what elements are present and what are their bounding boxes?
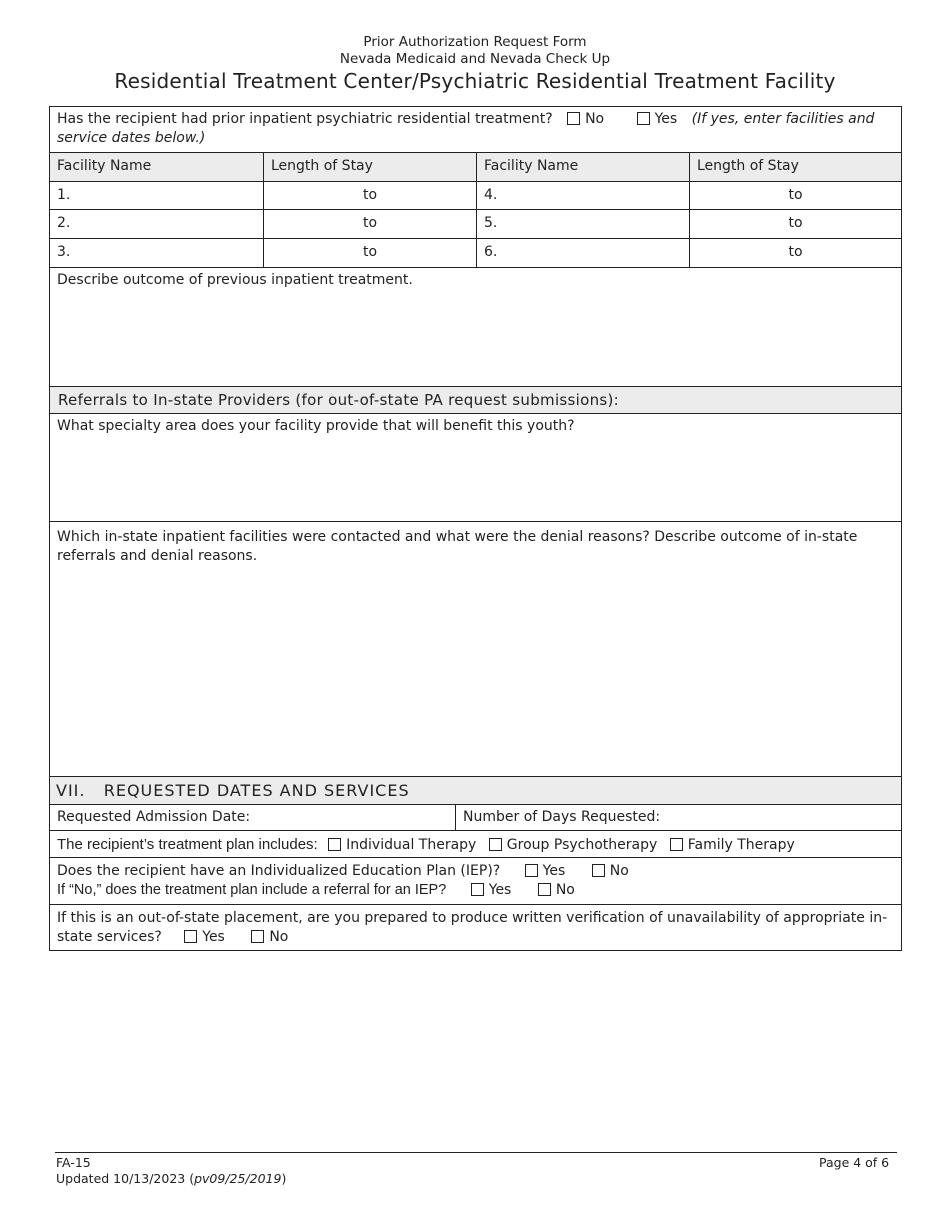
referrals-heading: Referrals to In-state Providers (for out-of-state PA request submissions): — [58, 391, 620, 409]
updated-label: Updated 10/13/2023 ( — [56, 1171, 195, 1186]
col-facility-name: Facility Name — [484, 158, 579, 174]
row-number: 3. — [57, 244, 71, 260]
to-label: to — [788, 187, 803, 203]
days-requested-label: Number of Days Requested: — [463, 809, 661, 825]
treatment-plan-row — [50, 831, 901, 858]
iep-question: Does the recipient have an Individualized Education Plan (IEP)? — [57, 863, 501, 879]
prior-no-checkbox[interactable] — [567, 112, 580, 125]
prior-treatment-row — [50, 107, 901, 153]
facility-name-field[interactable] — [50, 182, 263, 209]
outcome-label: Describe outcome of previous inpatient treatment. — [57, 272, 413, 288]
prior-no-label: No — [585, 111, 605, 127]
iep-referral-yes-label: Yes — [488, 882, 512, 898]
facility-name-field[interactable] — [476, 239, 689, 267]
out-of-state-yes-checkbox[interactable] — [184, 930, 197, 943]
specialty-question: What specialty area does your facility provide that will benefit this youth? — [57, 418, 575, 434]
to-label: to — [362, 187, 378, 203]
length-of-stay-field[interactable] — [689, 210, 901, 238]
facility-table-header — [50, 153, 901, 182]
page-number: Page 4 of 6 — [819, 1155, 890, 1170]
individual-therapy-label: Individual Therapy — [346, 837, 477, 853]
admission-date-label: Requested Admission Date: — [57, 809, 251, 825]
facility-row — [50, 182, 901, 210]
footer-divider — [55, 1152, 897, 1153]
to-label: to — [362, 244, 378, 260]
iep-referral-no-checkbox[interactable] — [538, 883, 551, 896]
facility-name-field[interactable] — [50, 239, 263, 267]
group-psychotherapy-checkbox[interactable] — [489, 838, 502, 851]
length-of-stay-field[interactable] — [689, 239, 901, 267]
iep-referral-question: If “No,” does the treatment plan include a referral for an IEP? — [57, 882, 447, 898]
admission-date-field[interactable] — [50, 805, 455, 830]
family-therapy-checkbox[interactable] — [670, 838, 683, 851]
out-of-state-row — [50, 905, 901, 951]
section-vii-heading-row — [50, 777, 901, 805]
form-id: FA-15 — [56, 1155, 91, 1170]
iep-no-checkbox[interactable] — [592, 864, 605, 877]
to-label: to — [788, 215, 803, 231]
facility-row — [50, 210, 901, 239]
length-of-stay-field[interactable] — [689, 182, 901, 209]
out-of-state-question: If this is an out-of-state placement, are you prepared to produce written verification of unavailability of appropriate in-state services? — [57, 910, 888, 945]
family-therapy-label: Family Therapy — [687, 837, 795, 853]
prior-yes-checkbox[interactable] — [637, 112, 650, 125]
prior-treatment-question-block — [57, 110, 892, 148]
treatment-plan-label: The recipient’s treatment plan includes: — [57, 836, 318, 853]
row-number: 6. — [484, 244, 498, 260]
row-number: 5. — [484, 215, 498, 231]
to-label: to — [788, 244, 803, 260]
to-label: to — [362, 215, 378, 231]
facility-row — [50, 239, 901, 268]
row-number: 1. — [57, 187, 71, 203]
prior-yes-label: Yes — [654, 111, 678, 127]
page-title: Residential Treatment Center/Psychiatric Residential Treatment Facility — [114, 69, 836, 93]
iep-yes-label: Yes — [542, 863, 566, 879]
group-psychotherapy-label: Group Psychotherapy — [506, 837, 658, 853]
facility-name-field[interactable] — [476, 182, 689, 209]
program-name: Nevada Medicaid and Nevada Check Up — [339, 51, 611, 67]
individual-therapy-checkbox[interactable] — [328, 838, 341, 851]
outcome-field[interactable] — [50, 268, 901, 387]
facility-name-field[interactable] — [50, 210, 263, 238]
length-of-stay-field[interactable] — [263, 210, 476, 238]
col-facility-name: Facility Name — [57, 158, 152, 174]
iep-row — [50, 858, 901, 905]
section-vii-heading: VII. REQUESTED DATES AND SERVICES — [56, 781, 410, 800]
iep-yes-checkbox[interactable] — [525, 864, 538, 877]
days-requested-field[interactable] — [455, 805, 901, 830]
form-name: Prior Authorization Request Form — [363, 34, 587, 50]
form-table — [49, 106, 902, 951]
length-of-stay-field[interactable] — [263, 182, 476, 209]
dates-row — [50, 805, 901, 831]
previous-version: pv09/25/2019 — [194, 1171, 282, 1186]
row-number: 2. — [57, 215, 71, 231]
contacted-facilities-question: Which in-state inpatient facilities were contacted and what were the denial reasons? Describe outcome of in-state referrals and denial reasons. — [57, 529, 858, 564]
col-length-of-stay: Length of Stay — [697, 158, 799, 174]
updated-date — [56, 1171, 286, 1187]
iep-referral-no-label: No — [555, 882, 575, 898]
length-of-stay-field[interactable] — [263, 239, 476, 267]
iep-no-label: No — [609, 863, 629, 879]
prior-treatment-note: (If yes, enter facilities and service dates below.) — [57, 111, 875, 146]
contacted-facilities-field[interactable] — [50, 522, 901, 777]
prior-treatment-question: Has the recipient had prior inpatient psychiatric residential treatment? — [57, 111, 553, 127]
referrals-heading-row — [50, 387, 901, 414]
out-of-state-yes-label: Yes — [202, 929, 225, 945]
facility-name-field[interactable] — [476, 210, 689, 238]
row-number: 4. — [484, 187, 498, 203]
iep-referral-yes-checkbox[interactable] — [471, 883, 484, 896]
col-length-of-stay: Length of Stay — [271, 158, 373, 174]
out-of-state-no-checkbox[interactable] — [251, 930, 264, 943]
specialty-field[interactable] — [50, 414, 901, 522]
out-of-state-no-label: No — [269, 929, 289, 945]
updated-close: ) — [281, 1171, 287, 1186]
